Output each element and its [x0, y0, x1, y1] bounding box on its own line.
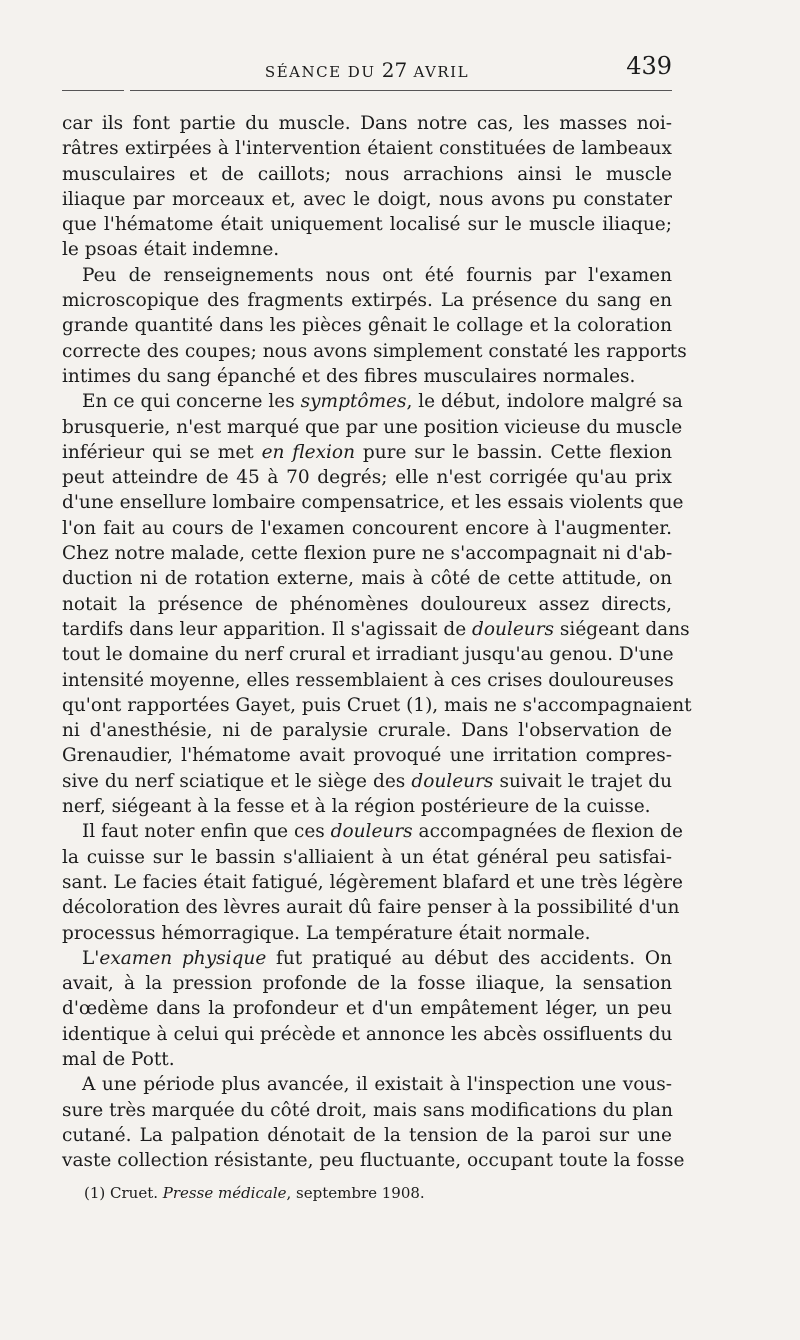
italic-term: en flexion: [261, 441, 355, 463]
footnote-journal: Presse médicale: [162, 1184, 287, 1202]
text-line: intensité moyenne, elles ressemblaient à ces crises douloureuses: [62, 669, 674, 691]
italic-term: douleurs: [411, 770, 494, 792]
text-line: brusquerie, n'est marqué que par une position vicieuse du muscle: [62, 416, 683, 438]
text-line: sant. Le facies était fatigué, légèrement blafard et une très légère: [62, 871, 683, 893]
text-line: d'une ensellure lombaire compensatrice, et les essais violents que: [62, 492, 684, 514]
footnote-author: Cruet.: [110, 1184, 159, 1202]
header-rule-right: [130, 90, 672, 91]
text-line: L'examen physique fut pratiqué au début des accidents. On: [82, 947, 673, 969]
text-line: notait la présence de phénomènes douloureux assez directs,: [62, 593, 672, 615]
text-line: Grenaudier, l'hématome avait provoqué une irritation compres-: [62, 745, 672, 767]
italic-term: douleurs: [472, 618, 555, 640]
text-line: d'œdème dans la profondeur et d'un empâtement léger, un peu: [62, 998, 672, 1020]
italic-term: douleurs: [330, 821, 413, 843]
text-line: sure très marquée du côté droit, mais sans modifications du plan: [62, 1099, 673, 1121]
text-line: peut atteindre de 45 à 70 degrés; elle n'est corrigée qu'au prix: [62, 467, 672, 489]
text-line: grande quantité dans les pièces gênait le collage et la coloration: [62, 315, 672, 337]
text-line: mal de Pott.: [62, 1048, 175, 1070]
text-line: car ils font partie du muscle. Dans notre cas, les masses noi-: [62, 113, 672, 134]
text-line: Chez notre malade, cette flexion pure ne s'accompagnait ni d'ab-: [62, 543, 673, 565]
text-line: Il faut noter enfin que ces douleurs accompagnées de flexion de: [82, 821, 683, 843]
text-line: inférieur qui se met en flexion pure sur le bassin. Cette flexion: [62, 441, 672, 463]
text-line: intimes du sang épanché et des fibres musculaires normales.: [62, 365, 636, 387]
text-line: ni d'anesthésie, ni de paralysie crurale. Dans l'observation de: [62, 720, 672, 742]
text-line: identique à celui qui précède et annonce les abcès ossifluents du: [62, 1023, 673, 1045]
running-header: [62, 50, 672, 80]
text-line: correcte des coupes; nous avons simplement constaté les rapports: [62, 340, 687, 362]
text-line: que l'hématome était uniquement localisé sur le muscle iliaque;: [62, 214, 672, 236]
text-line: cutané. La palpation dénotait de la tension de la paroi sur une: [62, 1124, 672, 1146]
footnote-marker: (1): [84, 1184, 106, 1202]
text-line: décoloration des lèvres aurait dû faire penser à la possibilité d'un: [62, 897, 680, 919]
text-line: iliaque par morceaux et, avec le doigt, nous avons pu constater: [62, 188, 672, 210]
header-title-suffix: AVRIL: [407, 63, 470, 81]
text-line: vaste collection résistante, peu fluctuante, occupant toute la fosse: [62, 1150, 685, 1172]
page-number: 439: [626, 52, 672, 80]
text-line: qu'ont rapportées Gayet, puis Cruet (1), mais ne s'accompagnaient: [62, 694, 692, 716]
text-line: tardifs dans leur apparition. Il s'agissait de douleurs siégeant dans: [62, 618, 690, 640]
footnote-rest: , septembre 1908.: [286, 1184, 425, 1202]
footnote: [84, 1184, 425, 1202]
text-line: avait, à la pression profonde de la fosse iliaque, la sensation: [62, 973, 672, 995]
italic-term: symptômes: [300, 391, 407, 413]
italic-term: examen physique: [99, 947, 267, 969]
text-line: sive du nerf sciatique et le siège des douleurs suivait le trajet du: [62, 770, 672, 792]
text-line: A une période plus avancée, il existait à l'inspection une vous-: [82, 1074, 672, 1096]
text-line: la cuisse sur le bassin s'alliaient à un état général peu satisfai-: [62, 846, 672, 868]
text-line: duction ni de rotation externe, mais à côté de cette attitude, on: [62, 568, 672, 590]
text-line: microscopique des fragments extirpés. La présence du sang en: [62, 290, 672, 312]
text-line: processus hémorragique. La température était normale.: [62, 922, 591, 944]
text-line: musculaires et de caillots; nous arrachions ainsi le muscle: [62, 163, 672, 185]
body-text: [62, 111, 692, 1173]
text-line: nerf, siégeant à la fesse et à la région postérieure de la cuisse.: [62, 796, 651, 818]
header-rule-left: [62, 90, 124, 91]
text-line: tout le domaine du nerf crural et irradiant jusqu'au genou. D'une: [62, 644, 674, 666]
text-line: râtres extirpées à l'intervention étaient constituées de lambeaux: [62, 138, 672, 160]
text-line: le psoas était indemne.: [62, 239, 280, 261]
header-title-prefix: SÉANCE DU: [264, 63, 382, 81]
header-title: [62, 58, 672, 82]
text-line: Peu de renseignements nous ont été fournis par l'examen: [82, 264, 672, 286]
header-title-day: 27: [381, 58, 408, 82]
text-line: En ce qui concerne les symptômes, le début, indolore malgré sa: [82, 391, 683, 413]
text-line: l'on fait au cours de l'examen concourent encore à l'augmenter.: [62, 517, 672, 539]
